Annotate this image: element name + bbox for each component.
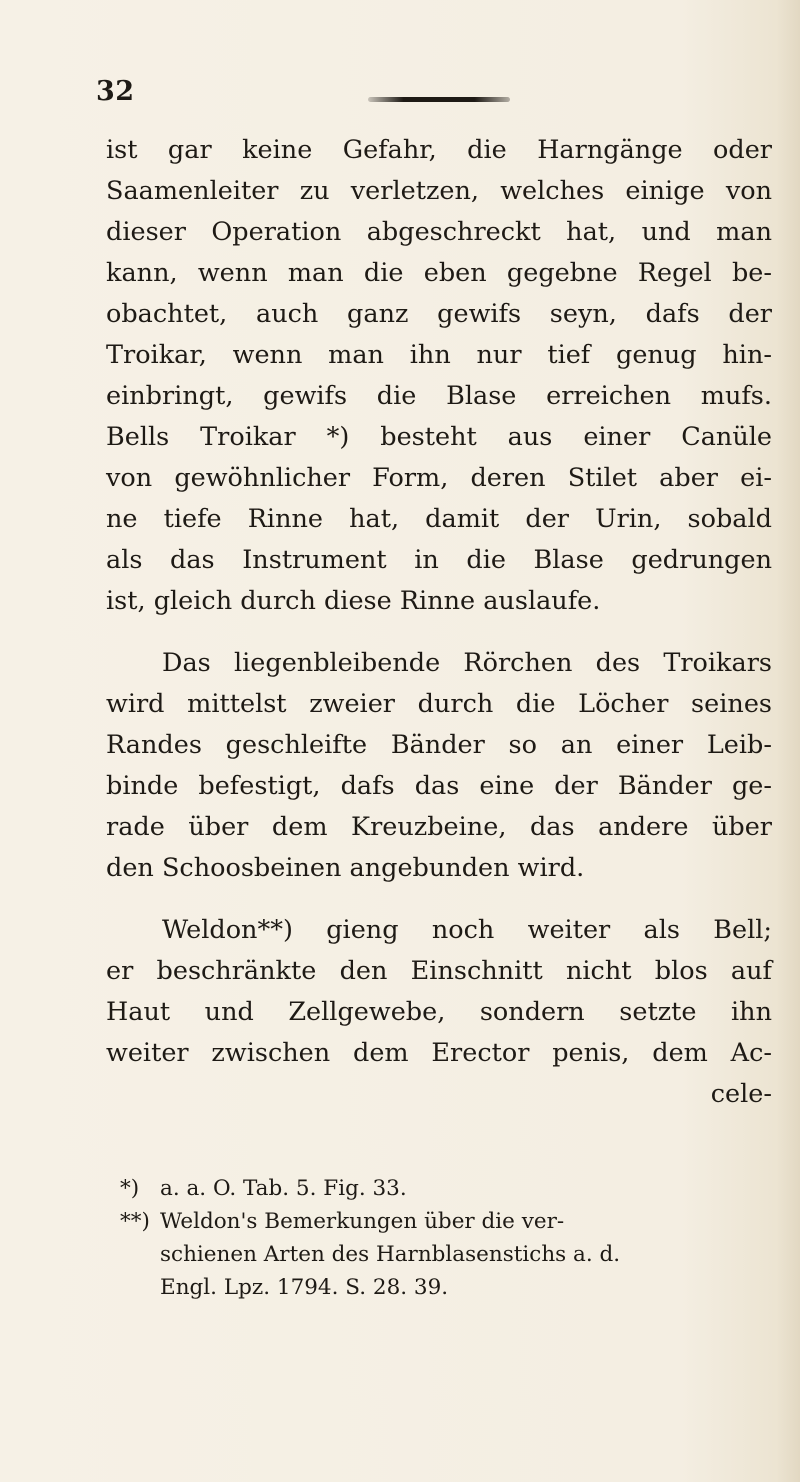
catchword: cele- [710, 1079, 772, 1109]
text-line: Saamenleiter zu verletzen, welches einige von [106, 176, 772, 206]
text-line: Weldon**) gieng noch weiter als Bell; [162, 915, 772, 945]
footnote-1 [120, 1172, 720, 1205]
footnotes [120, 1172, 720, 1304]
text-line: ist, gleich durch diese Rinne auslaufe. [106, 586, 601, 616]
text-line: weiter zwischen dem Erector penis, dem Ac- [106, 1038, 772, 1068]
footnote-2 [120, 1205, 720, 1238]
text-line: wird mittelst zweier durch die Löcher seines [106, 689, 772, 719]
footnote-mark: *) [120, 1176, 140, 1201]
text-line: Randes geschleifte Bänder so an einer Leib- [106, 730, 772, 760]
text-line: Das liegenbleibende Rörchen des Troikars [162, 648, 772, 678]
text-line: den Schoosbeinen angebunden wird. [106, 853, 585, 883]
footnote-text: a. a. O. Tab. 5. Fig. 33. [160, 1176, 407, 1201]
text-line: Bells Troikar *) besteht aus einer Canüle [106, 422, 772, 452]
text-line: binde befestigt, dafs das eine der Bänder ge- [106, 771, 772, 801]
text-line: ne tiefe Rinne hat, damit der Urin, sobald [106, 504, 772, 534]
text-line: Haut und Zellgewebe, sondern setzte ihn [106, 997, 772, 1027]
text-line: als das Instrument in die Blase gedrungen [106, 545, 772, 575]
footnote-mark: **) [120, 1209, 150, 1234]
text-line: von gewöhnlicher Form, deren Stilet aber ei- [106, 463, 772, 493]
text-line: ist gar keine Gefahr, die Harngänge oder [106, 135, 772, 165]
page-number: 32 [96, 76, 135, 107]
text-line: obachtet, auch ganz gewifs seyn, dafs der [106, 299, 772, 329]
footnote-text: schienen Arten des Harnblasenstichs a. d. [160, 1242, 621, 1267]
body-text [106, 130, 772, 1115]
text-line: einbringt, gewifs die Blase erreichen mufs. [106, 381, 772, 411]
footnote-text: Engl. Lpz. 1794. S. 28. 39. [160, 1275, 449, 1300]
header-rule [368, 97, 510, 102]
text-line: Troikar, wenn man ihn nur tief genug hin- [106, 340, 772, 370]
text-line: kann, wenn man die eben gegebne Regel be- [106, 258, 772, 288]
text-line: dieser Operation abgeschreckt hat, und man [106, 217, 772, 247]
footnote-text: Weldon's Bemerkungen über die ver- [160, 1209, 565, 1234]
text-line: er beschränkte den Einschnitt nicht blos auf [106, 956, 772, 986]
text-line: rade über dem Kreuzbeine, das andere über [106, 812, 772, 842]
